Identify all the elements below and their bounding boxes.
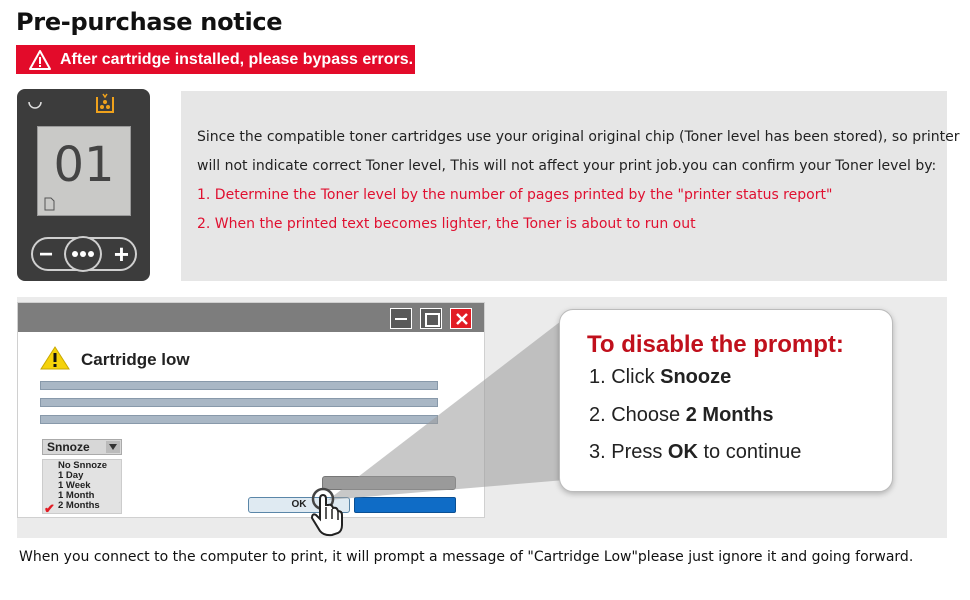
ok-button[interactable]: OK: [248, 497, 350, 513]
snooze-option[interactable]: 1 Week: [58, 480, 91, 491]
warning-banner-text: After cartridge installed, please bypass errors.: [60, 50, 414, 68]
plus-button[interactable]: +: [113, 239, 129, 269]
info-line-1: Since the compatible toner cartridges use your original original chip (Toner level has been stored), so printer: [197, 129, 960, 145]
callout-step-3: 3. Press OK to continue: [589, 441, 802, 463]
callout-title: To disable the prompt:: [587, 331, 844, 358]
snooze-option[interactable]: 1 Month: [58, 490, 95, 501]
display-value: 01: [53, 137, 115, 193]
info-step-2: 2. When the printed text becomes lighter, the Toner is about to run out: [197, 216, 696, 232]
footer-note: When you connect to the computer to print, it will prompt a message of "Cartridge Low"please just ignore it and going forward.: [19, 549, 914, 565]
snooze-option[interactable]: No Snnoze: [58, 460, 108, 471]
dialog-heading: Cartridge low: [81, 350, 190, 369]
callout-step-1: 1. Click Snooze: [589, 366, 732, 388]
instruction-callout: [559, 309, 893, 492]
pointer-hand-icon: [290, 487, 350, 537]
snooze-dropdown-value: Snnoze: [47, 440, 90, 454]
snooze-option-selected[interactable]: 2 Months: [58, 500, 100, 511]
info-line-2: will not indicate correct Toner level, This will not affect your print job.you can confirm your Toner level by:: [197, 158, 937, 174]
minus-button[interactable]: −: [39, 241, 54, 268]
callout-step-2: 2. Choose 2 Months: [589, 404, 774, 426]
page-title: Pre-purchase notice: [16, 8, 283, 36]
info-step-1: 1. Determine the Toner level by the number of pages printed by the "printer status report": [197, 187, 833, 203]
checkmark-icon: ✔: [44, 501, 55, 516]
snooze-option[interactable]: 1 Day: [58, 470, 84, 481]
